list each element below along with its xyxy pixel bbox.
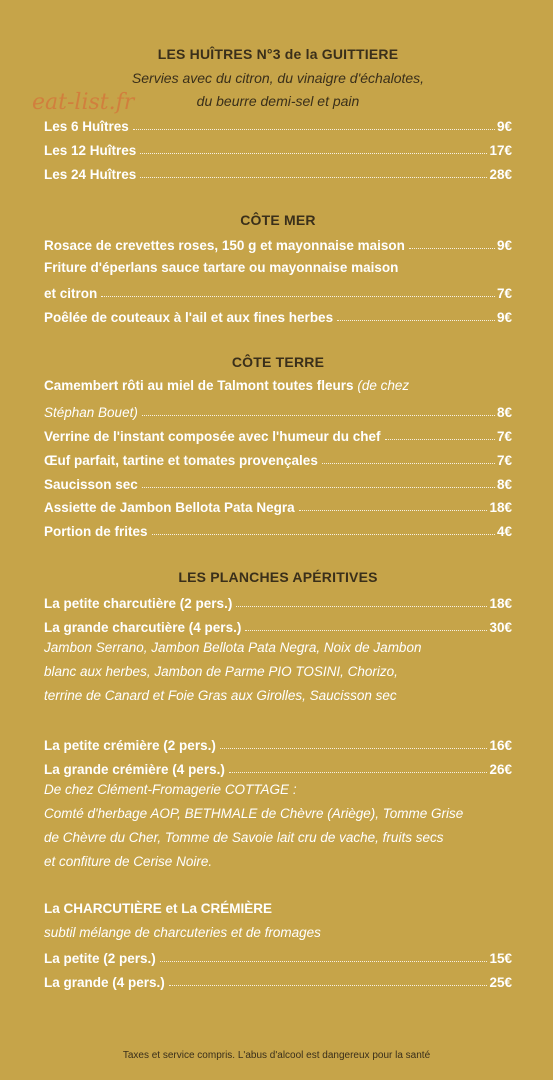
menu-item <box>44 946 512 966</box>
menu-item <box>44 114 512 134</box>
menu-item <box>44 305 512 325</box>
item-name: Les 6 Huîtres <box>44 119 129 134</box>
watermark: eat-list.fr <box>32 90 135 115</box>
leader-dots <box>337 319 495 321</box>
leader-dots <box>229 771 488 773</box>
item-name: Les 12 Huîtres <box>44 143 137 158</box>
item-name-line: Friture d'éperlans sauce tartare ou mayonnaise maison <box>44 260 399 275</box>
item-price: 7€ <box>496 453 512 468</box>
item-description: De chez Clément-Fromagerie COTTAGE : <box>44 782 297 797</box>
menu-item <box>44 615 512 635</box>
item-description: Jambon Serrano, Jambon Bellota Pata Negra, Noix de Jambon <box>44 640 422 655</box>
item-price: 18€ <box>489 596 512 611</box>
item-price: 9€ <box>496 238 512 253</box>
leader-dots <box>299 509 488 511</box>
item-price: 7€ <box>496 429 512 444</box>
huitres-subtitle-1: Servies avec du citron, du vinaigre d'échalotes, <box>131 70 425 86</box>
menu-item <box>44 424 512 444</box>
item-description: de Chèvre du Cher, Tomme de Savoie lait cru de vache, fruits secs <box>44 830 444 845</box>
menu-item <box>44 970 512 990</box>
menu-item <box>44 495 512 515</box>
leader-dots <box>142 486 495 488</box>
section-title-cote-terre: CÔTE TERRE <box>231 354 325 370</box>
item-name: Camembert rôti au miel de Talmont toutes fleurs <box>44 378 354 393</box>
item-price: 28€ <box>489 167 512 182</box>
item-price: 16€ <box>489 738 512 753</box>
menu-item <box>44 519 512 539</box>
item-name: La petite crémière (2 pers.) <box>44 738 216 753</box>
item-name: Portion de frites <box>44 524 148 539</box>
menu-item <box>44 138 512 158</box>
item-name: La grande crémière (4 pers.) <box>44 762 225 777</box>
leader-dots <box>140 176 487 178</box>
section-title-huitres: LES HUÎTRES N°3 de la GUITTIERE <box>157 46 399 62</box>
item-name: Assiette de Jambon Bellota Pata Negra <box>44 500 295 515</box>
item-name: La grande (4 pers.) <box>44 975 165 990</box>
item-note: (de chez <box>357 378 410 393</box>
section-title-planches: LES PLANCHES APÉRITIVES <box>178 569 378 585</box>
leader-dots <box>160 960 488 962</box>
menu-item <box>44 591 512 611</box>
item-name: La petite (2 pers.) <box>44 951 156 966</box>
item-price: 9€ <box>496 310 512 325</box>
leader-dots <box>322 462 495 464</box>
menu-item <box>44 757 512 777</box>
menu-item <box>44 400 512 420</box>
item-note: Stéphan Bouet) <box>44 405 138 420</box>
item-name: Verrine de l'instant composée avec l'humeur du chef <box>44 429 381 444</box>
item-price: 15€ <box>489 951 512 966</box>
leader-dots <box>409 247 495 249</box>
item-description: et confiture de Cerise Noire. <box>44 854 213 869</box>
leader-dots <box>142 414 495 416</box>
item-price: 25€ <box>489 975 512 990</box>
leader-dots <box>236 605 487 607</box>
menu-item <box>44 448 512 468</box>
item-price: 9€ <box>496 119 512 134</box>
item-name: Les 24 Huîtres <box>44 167 137 182</box>
footer-note: Taxes et service compris. L'abus d'alcool est dangereux pour la santé <box>122 1050 431 1061</box>
leader-dots <box>152 533 495 535</box>
section-title-cote-mer: CÔTE MER <box>240 212 316 228</box>
leader-dots <box>245 629 487 631</box>
leader-dots <box>133 128 495 130</box>
menu-item <box>44 233 512 253</box>
menu-item <box>44 162 512 182</box>
combo-title: La CHARCUTIÈRE et La CRÉMIÈRE <box>44 901 273 916</box>
item-price: 4€ <box>496 524 512 539</box>
item-price: 26€ <box>489 762 512 777</box>
item-name: Saucisson sec <box>44 477 138 492</box>
item-price: 30€ <box>489 620 512 635</box>
item-name-line <box>44 378 512 393</box>
combo-subtitle: subtil mélange de charcuteries et de fromages <box>44 925 321 940</box>
leader-dots <box>169 984 488 986</box>
menu-item <box>44 733 512 753</box>
item-name: La grande charcutière (4 pers.) <box>44 620 242 635</box>
item-price: 7€ <box>496 286 512 301</box>
item-name: Œuf parfait, tartine et tomates provençales <box>44 453 318 468</box>
item-price: 8€ <box>496 405 512 420</box>
leader-dots <box>140 152 487 154</box>
menu-item <box>44 281 512 301</box>
leader-dots <box>101 295 495 297</box>
item-name: et citron <box>44 286 98 301</box>
menu-item <box>44 472 512 492</box>
leader-dots <box>385 438 495 440</box>
item-price: 8€ <box>496 477 512 492</box>
item-price: 17€ <box>489 143 512 158</box>
item-name: Poêlée de couteaux à l'ail et aux fines herbes <box>44 310 334 325</box>
item-description: Comté d'herbage AOP, BETHMALE de Chèvre (Ariège), Tomme Grise <box>44 806 464 821</box>
item-description: terrine de Canard et Foie Gras aux Girolles, Saucisson sec <box>44 688 397 703</box>
leader-dots <box>220 747 488 749</box>
item-description: blanc aux herbes, Jambon de Parme PIO TOSINI, Chorizo, <box>44 664 398 679</box>
item-name: La petite charcutière (2 pers.) <box>44 596 233 611</box>
item-name: Rosace de crevettes roses, 150 g et mayonnaise maison <box>44 238 405 253</box>
item-price: 18€ <box>489 500 512 515</box>
huitres-subtitle-2: du beurre demi-sel et pain <box>196 93 360 109</box>
